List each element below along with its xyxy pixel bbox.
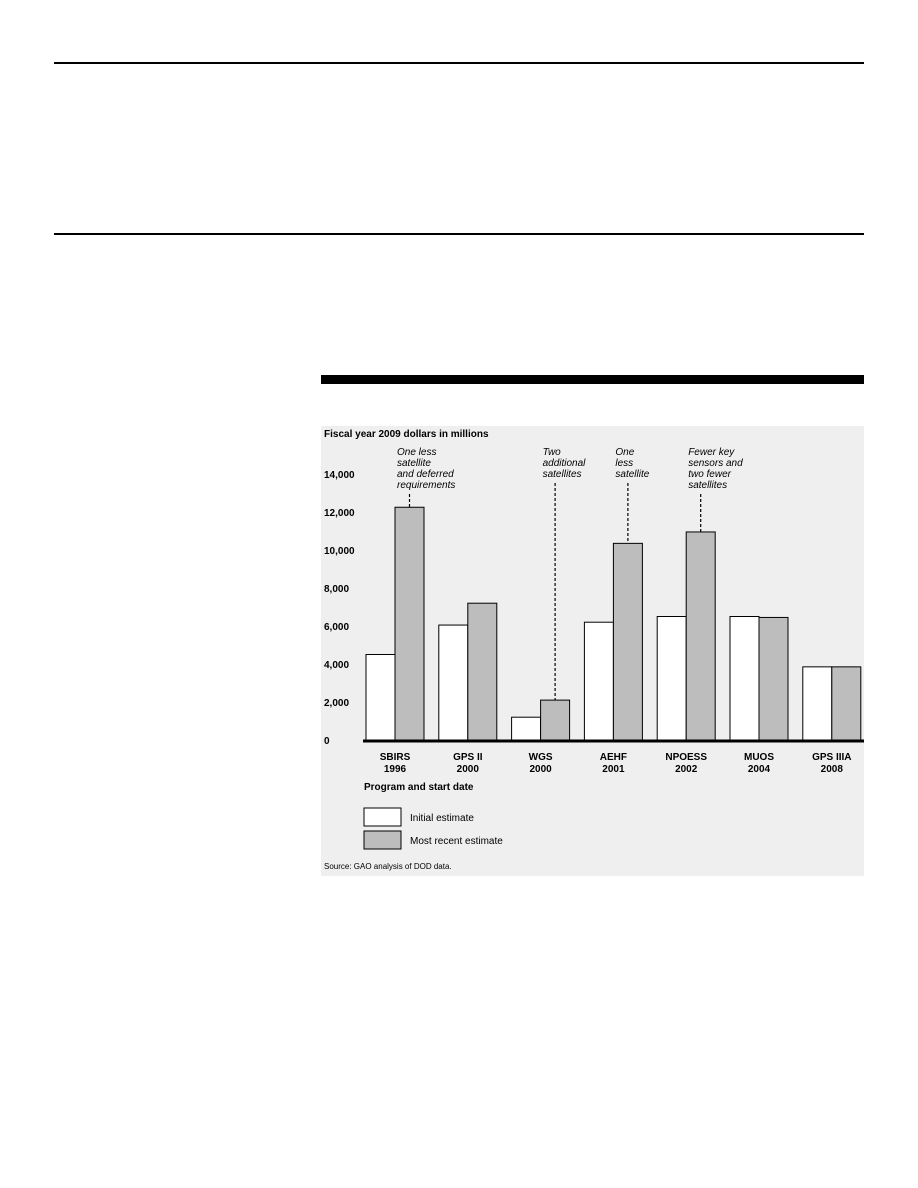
bar-recent [468,603,497,740]
x-tick-label: GPS IIIA [812,752,852,763]
y-tick-label: 2,000 [324,698,350,709]
x-tick-year: 2001 [602,764,625,775]
bar-initial [657,617,686,741]
top-rule [54,62,864,64]
annotation-text: two fewer [688,469,731,480]
y-tick-label: 8,000 [324,584,350,595]
annotation-text: One less [397,447,437,458]
x-tick-label: AEHF [599,752,628,763]
annotation-text: satellites [688,480,728,491]
x-tick-label: GPS II [453,752,483,763]
annotation-text: satellites [542,469,582,480]
y-tick-label: 12,000 [324,508,355,519]
bars [366,507,861,740]
x-tick-label: MUOS [744,752,774,763]
y-tick-label: 14,000 [324,470,355,481]
x-tick-year: 2008 [820,764,843,775]
bar-initial [730,617,759,741]
annotation-text: satellite [615,469,650,480]
bar-recent [686,532,715,740]
annotation-text: requirements [397,480,456,491]
legend [364,808,503,849]
legend-swatch-recent [364,831,401,849]
legend-label: Most recent estimate [410,836,503,847]
chart-panel [321,426,864,876]
x-tick-year: 2004 [747,764,771,775]
section-rule [54,233,864,235]
bar-recent [759,617,788,740]
bar-initial [584,622,613,740]
bar-initial [439,625,468,740]
legend-swatch-initial [364,808,401,826]
x-tick-year: 2000 [456,764,479,775]
annotation-text: less [615,458,634,469]
y-tick-label: 4,000 [324,660,350,671]
y-axis [324,470,355,747]
y-tick-label: 10,000 [324,546,355,557]
annotation-text: Two [542,447,561,458]
bar-initial [366,655,395,741]
legend-label: Initial estimate [410,813,474,824]
figure-header-bar [321,375,864,384]
bar-initial [512,717,541,740]
x-tick-year: 2002 [675,764,698,775]
bar-chart [321,426,864,876]
bar-recent [395,507,424,740]
x-axis-label: Program and start date [364,782,474,793]
bar-initial [803,667,832,740]
chart-title: Fiscal year 2009 dollars in millions [324,429,489,440]
bar-recent [832,667,861,740]
x-tick-label: WGS [528,752,553,763]
bar-recent [541,700,570,740]
annotation-text: sensors and [688,458,743,469]
x-axis [363,741,864,775]
x-tick-year: 2000 [529,764,552,775]
x-tick-label: SBIRS [379,752,411,763]
annotation-text: additional [542,458,586,469]
bar-recent [613,543,642,740]
x-tick-year: 1996 [383,764,407,775]
annotation-text: satellite [397,458,431,469]
annotation-text: and deferred [397,469,454,480]
x-tick-label: NPOESS [665,752,708,763]
annotation-text: Fewer key [688,447,735,458]
annotation-text: One [615,447,635,458]
source-note: Source: GAO analysis of DOD data. [324,862,452,871]
y-tick-label: 6,000 [324,622,350,633]
y-tick-label: 0 [324,736,330,747]
